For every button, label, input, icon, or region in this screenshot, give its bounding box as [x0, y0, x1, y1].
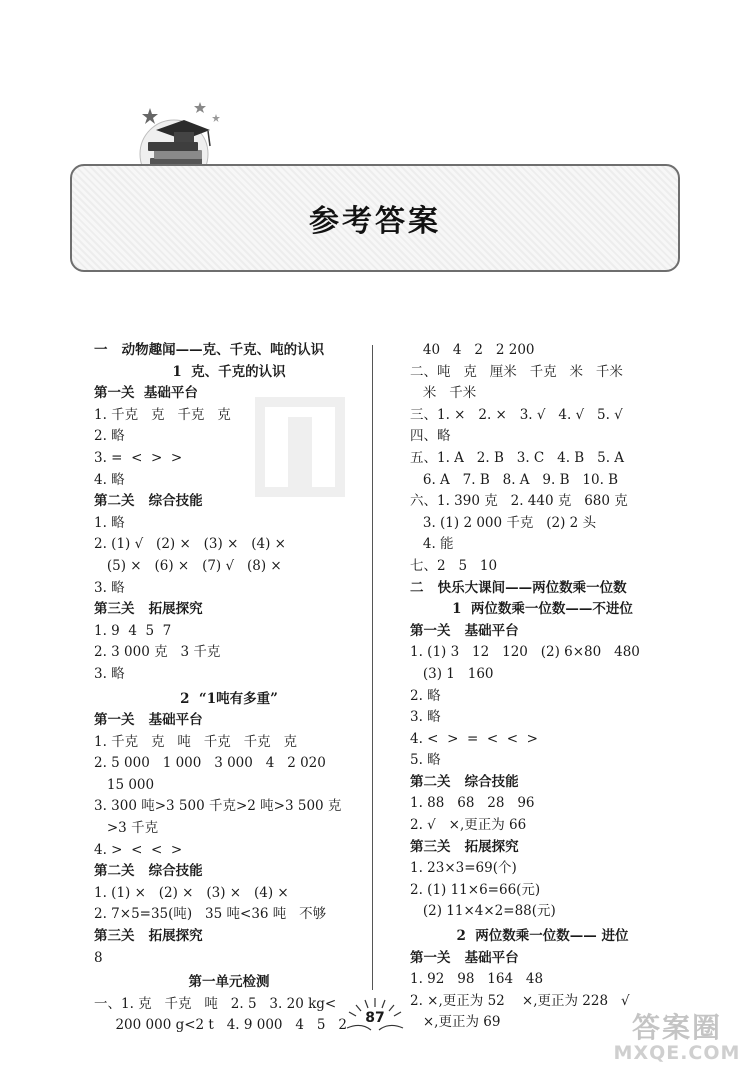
answer-line: 3. 略: [94, 579, 125, 596]
answer-line: 2. (1) 11×6=66(元): [410, 881, 541, 898]
answer-line: 1. (1) × (2) × (3) × (4) ×: [94, 884, 289, 901]
left-answer-column: [94, 340, 364, 1037]
answer-line: 1. 23×3=69(个): [410, 860, 517, 877]
watermark-line2: MXQE.COM: [613, 1042, 741, 1064]
lesson-title: 第一单元检测: [188, 974, 270, 991]
answer-line: 七、2 5 10: [410, 557, 498, 574]
section-heading: 第三关 拓展探究: [94, 601, 203, 618]
answer-line: (3) 1 160: [410, 665, 494, 682]
answer-line: 4. < > = < < >: [410, 730, 538, 747]
answer-line: 2. 略: [94, 428, 125, 445]
answer-line: 4. > < < >: [94, 841, 183, 858]
answer-line: 3. = < > >: [94, 449, 183, 466]
answer-line: 1. 略: [94, 514, 125, 531]
answer-line: 8: [94, 949, 103, 966]
lesson-title: 2 两位数乘一位数—— 进位: [456, 928, 629, 945]
lesson-title: 1 克、千克的认识: [172, 363, 286, 380]
lesson-title: 2 “1吨有多重”: [180, 690, 278, 707]
answer-line: 3. 略: [410, 709, 441, 726]
section-heading: 第一关 基础平台: [410, 622, 519, 639]
watermark-line1: 答案圈: [631, 1011, 722, 1044]
answer-line: 米 千米: [410, 385, 477, 402]
answer-line: 2. 略: [410, 687, 441, 704]
answer-line: 2. √ ×,更正为 66: [410, 817, 527, 834]
answer-line: 3. 300 吨>3 500 千克>2 吨>3 500 克: [94, 798, 342, 815]
answer-line: 2. 7×5=35(吨) 35 吨<36 吨 不够: [94, 906, 327, 923]
answer-line: 3. (1) 2 000 千克 (2) 2 头: [410, 514, 597, 531]
section-heading: 第一关 基础平台: [94, 385, 198, 402]
answer-line: 200 000 g<2 t 4. 9 000 4 5 2: [94, 1017, 347, 1034]
answer-line: 1. 千克 克 吨 千克 千克 克: [94, 733, 298, 750]
site-watermark-logo: [612, 1004, 742, 1068]
answer-line: ×,更正为 69: [410, 1014, 501, 1031]
answer-line: 1. 92 98 164 48: [410, 971, 544, 988]
answer-line: 6. A 7. B 8. A 9. B 10. B: [410, 471, 619, 488]
answer-line: 四、略: [410, 428, 451, 445]
section-heading: 二 快乐大课间——两位数乘一位数: [410, 579, 627, 596]
answer-line: 2. ×,更正为 52 ×,更正为 228 √: [410, 992, 630, 1009]
answer-line: 15 000: [94, 776, 155, 793]
section-heading: 第二关 综合技能: [94, 493, 203, 510]
answer-line: 五、1. A 2. B 3. C 4. B 5. A: [410, 449, 625, 466]
answer-line: 六、1. 390 克 2. 440 克 680 克: [410, 493, 628, 510]
answer-line: 1. 千克 克 千克 克: [94, 406, 231, 423]
answer-line: 4. 略: [94, 471, 125, 488]
answer-line: 40 4 2 2 200: [410, 342, 535, 358]
section-heading: 第三关 拓展探究: [94, 928, 203, 945]
answer-line: 4. 能: [410, 536, 454, 553]
section-heading: 第三关 拓展探究: [410, 838, 519, 855]
page-number: 87: [365, 1010, 385, 1026]
lesson-title: 1 两位数乘一位数——不进位: [452, 601, 633, 618]
answer-line: >3 千克: [94, 820, 159, 837]
answer-line: 1. 9 4 5 7: [94, 622, 172, 639]
section-heading: 一 动物趣闻——克、千克、吨的认识: [94, 342, 325, 358]
answer-line: (5) × (6) × (7) √ (8) ×: [94, 557, 282, 574]
page-title: 参考答案: [309, 204, 441, 239]
answer-line: 2. (1) √ (2) × (3) × (4) ×: [94, 536, 286, 553]
answer-line: 二、吨 克 厘米 千克 米 千米: [410, 363, 623, 380]
title-banner: [70, 164, 680, 272]
answer-line: 2. 5 000 1 000 3 000 4 2 020: [94, 755, 326, 772]
answer-line: (2) 11×4×2=88(元): [410, 903, 556, 920]
section-heading: 第二关 综合技能: [410, 773, 519, 790]
column-divider: [372, 345, 373, 990]
answer-line: 2. 3 000 克 3 千克: [94, 644, 221, 661]
right-answer-column: [410, 340, 675, 1034]
section-heading: 第一关 基础平台: [410, 949, 519, 966]
page-number-ornament: [325, 996, 425, 1036]
answer-line: 一、1. 克 千克 吨 2. 5 3. 20 kg<: [94, 995, 337, 1012]
section-heading: 第二关 综合技能: [94, 863, 203, 880]
answer-line: 3. 略: [94, 665, 125, 682]
answer-line: 三、1. × 2. × 3. √ 4. √ 5. √: [410, 406, 623, 423]
answer-line: 1. 88 68 28 96: [410, 795, 535, 812]
answer-line: 1. (1) 3 12 120 (2) 6×80 480: [410, 644, 640, 661]
answer-line: 5. 略: [410, 752, 441, 769]
section-heading: 第一关 基础平台: [94, 712, 203, 729]
